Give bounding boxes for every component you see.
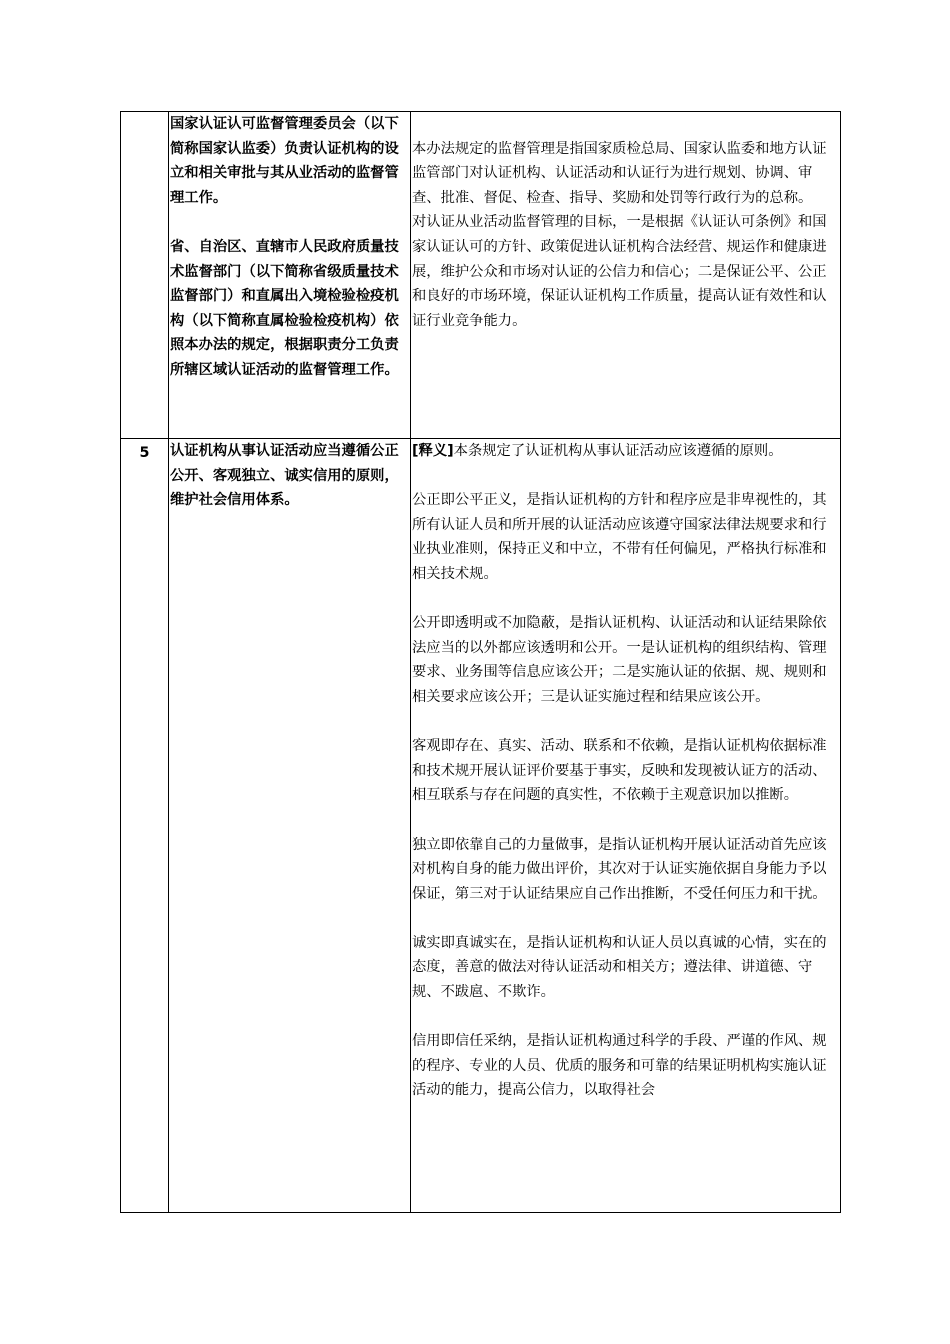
- article-paragraph: 国家认证认可监督管理委员会（以下简称国家认监委）负责认证机构的设立和相关审批与其从业活动的监督管理工作。: [170, 116, 399, 206]
- paragraph-gap: [170, 210, 409, 235]
- paragraph-gap: [412, 464, 839, 489]
- explanation-label: [释义]: [412, 443, 454, 459]
- explanation-paragraph: 对认证从业活动监督管理的目标，一是根据《认证认可条例》和国家认证认可的方针、政策促进认证机构合法经营、规运作和健康进展，维护公众和市场对认证的公信力和信心；二是保证公平、公正和良好的市场环境，保证认证机构工作质量，提高认证有效性和认证行业竞争能力。: [412, 214, 827, 329]
- explanation-paragraph: 本办法规定的监督管理是指国家质检总局、国家认监委和地方认证监管部门对认证机构、认证活动和认证行为进行规划、协调、审查、批准、督促、检查、指导、奖励和处罚等行政行为的总称。: [412, 140, 827, 206]
- article-paragraph: 省、自治区、直辖市人民政府质量技术监督部门（以下简称省级质量技术监督部门）和直属出入境检验检疫机构（以下简称直属检验检疫机构）依照本办法的规定，根据职责分工负责所辖区域认证活动的监督管理工作。: [170, 238, 399, 378]
- article-number-cell: 5: [121, 439, 169, 1213]
- explanation-intro-text: 本条规定了认证机构从事认证活动应该遵循的原则。: [453, 443, 783, 459]
- paragraph-gap: [412, 1005, 839, 1030]
- explanation-paragraph: 诚实即真诚实在，是指认证机构和认证人员以真诚的心情，实在的态度，善意的做法对待认证活动和相关方；遵法律、讲道德、守规、不跋扈、不欺诈。: [412, 934, 827, 1001]
- paragraph-gap: [412, 808, 839, 833]
- explanation-paragraph: 公开即透明或不加隐蔽，是指认证机构、认证活动和认证结果除依法应当的以外都应该透明和公开。一是认证机构的组织结构、管理要求、业务围等信息应该公开；二是实施认证的依据、规、规则和相关要求应该公开；三是认证实施过程和结果应该公开。: [412, 615, 827, 705]
- explanation-cell: [411, 439, 841, 1213]
- article-text-cell: [169, 112, 411, 439]
- paragraph-gap: [412, 906, 839, 931]
- explanation-cell: [411, 112, 841, 439]
- table-row: [121, 112, 841, 439]
- explanation-intro: [412, 439, 839, 464]
- regulation-table: [120, 111, 841, 1213]
- explanation-paragraph: 独立即依靠自己的力量做事，是指认证机构开展认证活动首先应该对机构自身的能力做出评价，其次对于认证实施依据自身能力予以保证，第三对于认证结果应自己作出推断，不受任何压力和干扰。: [412, 836, 827, 902]
- explanation-paragraph: 公正即公平正义，是指认证机构的方针和程序应是非卑视性的，其所有认证人员和所开展的认证活动应该遵守国家法律法规要求和行业执业准则，保持正义和中立，不带有任何偏见，严格执行标准和相关技术规。: [412, 492, 827, 582]
- paragraph-gap: [412, 587, 839, 612]
- paragraph-gap: [412, 112, 839, 137]
- article-number-cell: [121, 112, 169, 439]
- explanation-paragraph: 信用即信任采纳，是指认证机构通过科学的手段、严谨的作风、规的程序、专业的人员、优质的服务和可靠的结果证明机构实施认证活动的能力，提高公信力，以取得社会: [412, 1033, 827, 1099]
- explanation-paragraph: 客观即存在、真实、活动、联系和不依赖，是指认证机构依据标准和技术规开展认证评价要基于事实，反映和发现被认证方的活动、相互联系与存在问题的真实性，不依赖于主观意识加以推断。: [412, 738, 827, 804]
- paragraph-gap: [412, 710, 839, 735]
- article-paragraph: 认证机构从事认证活动应当遵循公正公开、客观独立、诚实信用的原则，维护社会信用体系。: [170, 443, 399, 509]
- article-text-cell: [169, 439, 411, 1213]
- table-row: [121, 439, 841, 1213]
